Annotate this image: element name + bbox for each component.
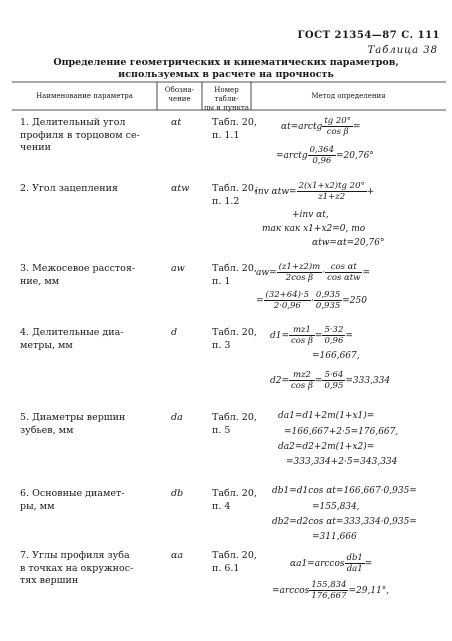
col-header-method: Метод определения	[311, 92, 386, 100]
row-7-formula-b: =arccos $\frac{155,834}{176,667}$ =29,11°,	[272, 580, 390, 601]
row-7-formula-a: αa1=arccos $\frac{db1}{da1}$ =	[290, 553, 373, 574]
row-4-formula-b: =166,667,	[312, 351, 360, 361]
title-line-1: Определение геометрических и кинематических параметров,	[53, 57, 399, 68]
row-2-formula-b: +inv αt,	[292, 210, 329, 220]
standard-header: ГОСТ 21354—87 С. 111	[297, 30, 440, 41]
row-2-formula-a: inv αtw= $\frac{2(x1+x2)tg 20^\circ}{z1+z2}$ +	[255, 181, 375, 202]
row-7-reference: Табл. 20, п. 6.1	[212, 550, 257, 574]
row-6-formula-c: db2=d2cos αt=333,334·0,935=	[272, 517, 417, 527]
row-5-formula-d: =333,334+2·5=343,334	[286, 457, 398, 467]
row-3-formula-a: aw= $\frac{(z1+z2)m}{\text{2cos β}}$ · $\frac{\text{cos αt}}{\text{cos αtw}}$ =	[256, 262, 371, 283]
row-4-reference: Табл. 20, п. 3	[212, 327, 257, 351]
row-6-symbol: db	[171, 488, 184, 499]
row-3-symbol: aw	[171, 263, 185, 274]
row-4-symbol: d	[171, 327, 178, 338]
row-7-symbol: αa	[171, 550, 184, 561]
row-2-formula-c: так как x1+x2=0, то	[262, 224, 366, 234]
row-3-formula-b: = $\frac{(32+64)\cdot 5}{2\cdot 0,96}$ · $\frac{0,935}{0,935}$ =250	[256, 290, 367, 311]
row-1-formula-a: αt=arctg $\frac{tg 20^\circ}{\text{cos β}}$ =	[281, 116, 361, 137]
row-2-reference: Табл. 20, п. 1.2	[212, 183, 257, 207]
row-6-name: 6. Основные диамет- ры, мм	[20, 488, 125, 512]
row-2-formula-d: αtw=αt=20,76°	[312, 238, 385, 248]
row-5-formula-a: da1=d1+2m(1+x1)=	[278, 411, 375, 421]
row-7-name: 7. Углы профиля зуба в точках на окружнос- тях вершин	[20, 550, 134, 586]
col-header-name: Наименование параметра	[36, 92, 133, 100]
row-5-symbol: da	[171, 412, 183, 423]
col-header-symbol: Обозна- чение	[164, 86, 195, 103]
table-number: Таблица 38	[367, 45, 438, 56]
row-6-reference: Табл. 20, п. 4	[212, 488, 257, 512]
row-4-formula-a: d1= $\frac{mz1}{\text{cos β}}$ = $\frac{5\cdot 32}{0,96}$ =	[270, 325, 353, 346]
row-4-formula-c: d2= $\frac{mz2}{\text{cos β}}$ = $\frac{5\cdot 64}{0,95}$ =333,334	[270, 370, 391, 391]
row-3-name: 3. Межосевое расстоя- ние, мм	[20, 263, 136, 287]
row-1-symbol: αt	[171, 117, 182, 128]
row-2-symbol: αtw	[171, 183, 190, 194]
col-header-reference: Номер табли- цы и пункта	[203, 86, 250, 112]
row-2-name: 2. Угол зацепления	[20, 183, 118, 194]
row-6-formula-a: db1=d1cos αt=166,667·0,935=	[272, 486, 417, 496]
row-1-reference: Табл. 20, п. 1.1	[212, 117, 257, 141]
row-6-formula-d: =311,666	[312, 532, 357, 542]
row-5-reference: Табл. 20, п. 5	[212, 412, 257, 436]
row-1-formula-b: =arctg $\frac{0,364}{0,96}$ =20,76°	[276, 145, 374, 166]
row-5-formula-b: =166,667+2·5=176,667,	[284, 427, 399, 437]
row-5-name: 5. Диаметры вершин зубьев, мм	[20, 412, 126, 436]
title-line-2: используемых в расчете на прочность	[118, 69, 334, 80]
row-1-name: 1. Делительный угол профиля в торцовом се- чении	[20, 117, 140, 153]
row-3-reference: Табл. 20, п. 1	[212, 263, 257, 287]
row-5-formula-c: da2=d2+2m(1+x2)=	[278, 442, 375, 452]
row-6-formula-b: =155,834,	[312, 502, 360, 512]
row-4-name: 4. Делительные диа- метры, мм	[20, 327, 124, 351]
